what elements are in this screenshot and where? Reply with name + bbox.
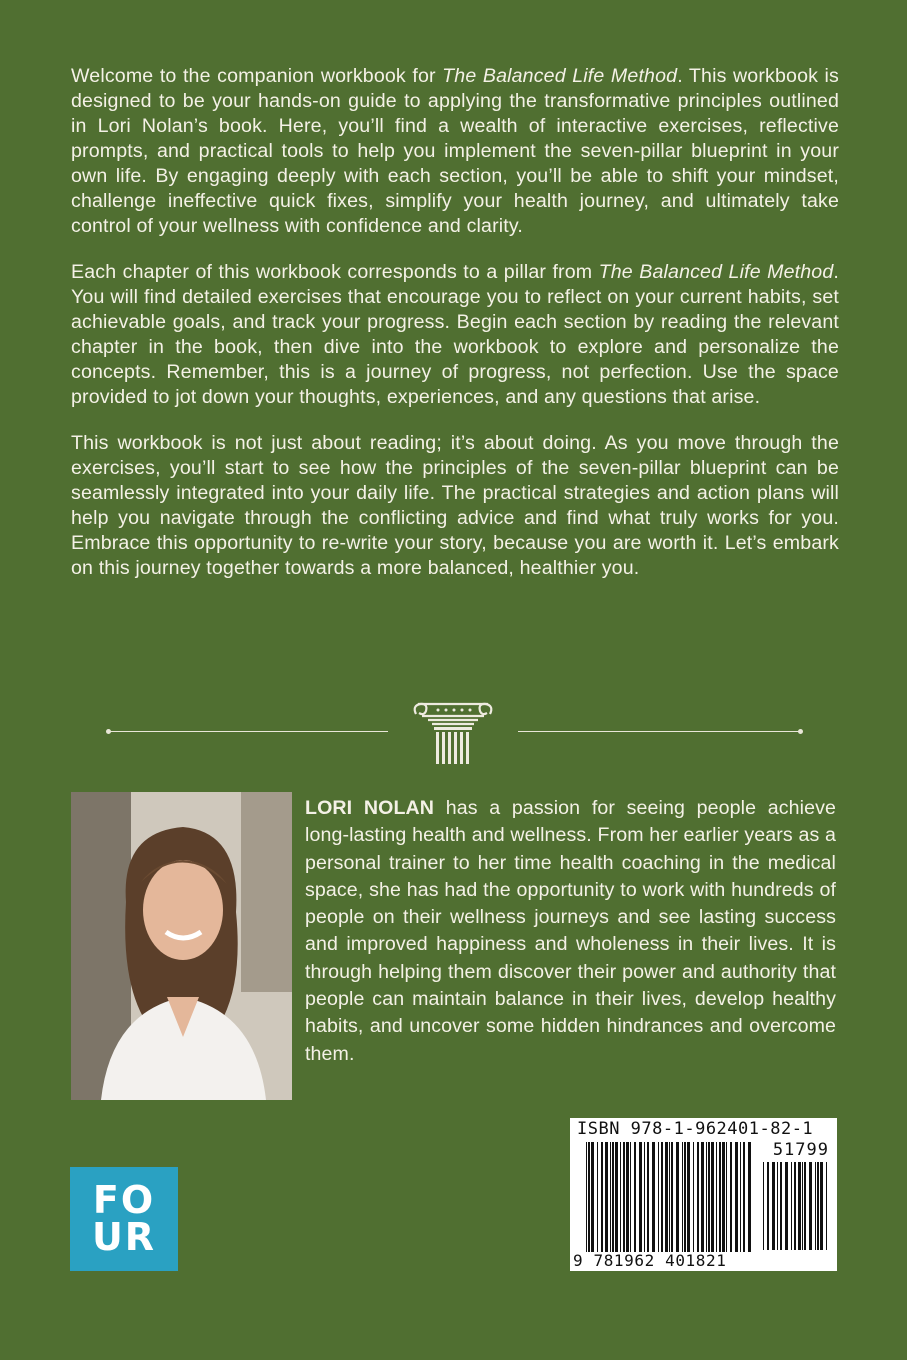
blurb-paragraph-1: Welcome to the companion workbook for The Balanced Life Method. This workbook is designed to be your hands-on guide to applying the transformative principles outlined in Lori Nolan’s book. Here, you’ll find a wealth of interactive exercises, reflective prompts, and practical tools to help you implement the seven-pillar blueprint in your own life. By engaging deeply with each section, you’ll be able to shift your mindset, challenge ineffective quick fixes, simplify your health journey, and ultimately take control of your wellness with confidence and clarity. — [71, 65, 839, 237]
back-cover-blurb — [71, 64, 839, 602]
isbn-barcode — [570, 1118, 837, 1271]
ionic-column-icon — [408, 700, 498, 768]
divider-line-right — [518, 731, 801, 732]
isbn-text: ISBN 978-1-962401-82-1 — [577, 1119, 814, 1139]
blurb-paragraph-2: Each chapter of this workbook corresponds to a pillar from The Balanced Life Method. You will find detailed exercises that encourage you to reflect on your current habits, set achievable goals, and track your progress. Begin each section by reading the relevant chapter in the book, then dive into the workbook to explore and personalize the concepts. Remember, this is a journey of progress, not perfection. Use the space provided to jot down your thoughts, experiences, and any questions that arise. — [71, 261, 839, 408]
book-title: The Balanced Life Method — [442, 65, 678, 87]
author-name: LORI NOLAN — [305, 797, 435, 819]
publisher-logo: FO UR — [70, 1167, 178, 1271]
price-code: 51799 — [772, 1140, 829, 1160]
ean-number: 9 781962 401821 — [573, 1251, 727, 1270]
ean-barcode-bars — [586, 1142, 756, 1252]
divider-line-left — [108, 731, 388, 732]
blurb-paragraph-3: This workbook is not just about reading; it’s about doing. As you move through the exercises, you’ll start to see how the principles of the seven-pillar blueprint can be seamlessly integrated into your daily life. The practical strategies and action plans will help you navigate through the conflicting advice and find what truly works for you. Embrace this opportunity to re-write your story, because you are worth it. Let’s embark on this journey together towards a more balanced, healthier you. — [71, 432, 839, 579]
author-bio: LORI NOLAN has a passion for seeing people achieve long-lasting health and wellness. From her earlier years as a personal trainer to her time health coaching in the medical space, she has had the opportunity to work with hundreds of people on their wellness journeys and see lasting success and improved happiness and wholeness in their lives. It is through helping them discover their power and authority that people can maintain balance in their lives, develop healthy habits, and uncover some hidden hindrances and overcome them. — [305, 797, 837, 1065]
author-photo — [71, 792, 292, 1100]
price-barcode-bars — [763, 1162, 829, 1250]
book-title: The Balanced Life Method — [598, 261, 834, 283]
